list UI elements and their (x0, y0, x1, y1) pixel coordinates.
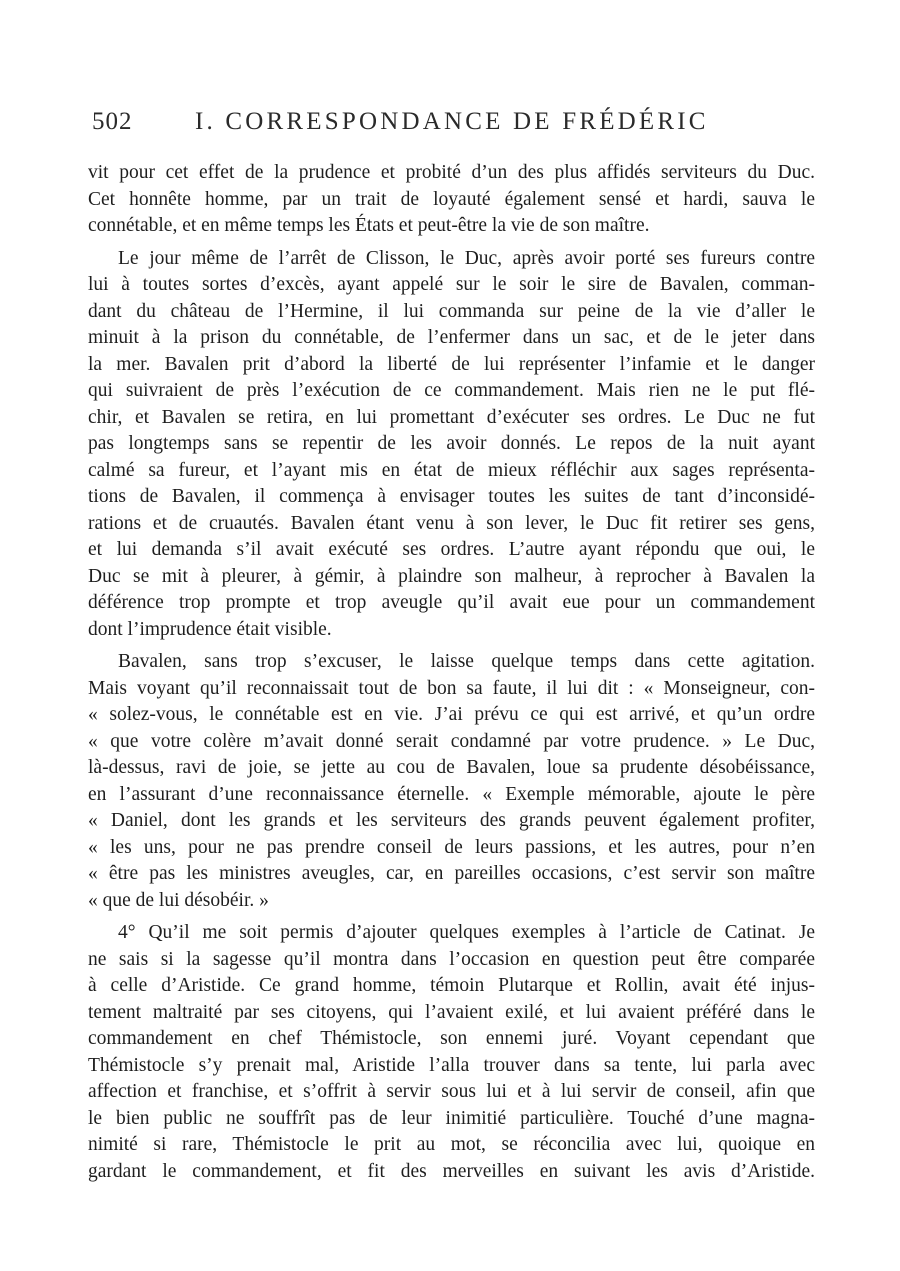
text-line: commandement en chef Thémistocle, son ennemi juré. Voyant cependant que (88, 1028, 815, 1049)
text-line: Thémistocle s’y prenait mal, Aristide l’alla trouver dans sa tente, lui parla avec (88, 1054, 815, 1076)
text-line: « Daniel, dont les grands et les serviteurs des grands peuvent également profiter, (88, 810, 815, 831)
text-line: tions de Bavalen, il commença à envisager toutes les suites de tant d’inconsidé- (88, 486, 815, 507)
text-line: Bavalen, sans trop s’excuser, le laisse quelque temps dans cette agitation. (118, 651, 815, 672)
text-line: Le jour même de l’arrêt de Clisson, le Duc, après avoir porté ses fureurs contre (118, 247, 815, 269)
text-line: minuit à la prison du connétable, de l’enfermer dans un sac, et de le jeter dans (88, 327, 815, 348)
text-line: connétable, et en même temps les États et peut-être la vie de son maître. (88, 215, 650, 236)
paragraph (88, 649, 815, 914)
text-line: la mer. Bavalen prit d’abord la liberté de lui représenter l’infamie et le danger (88, 353, 815, 375)
text-line: pas longtemps sans se repentir de les avoir donnés. Le repos de la nuit ayant (88, 433, 815, 454)
text-line: « être pas les ministres aveugles, car, en pareilles occasions, c’est servir son maître (88, 863, 815, 884)
text-line: lui à toutes sortes d’excès, ayant appelé sur le soir le sire de Bavalen, comman- (88, 274, 815, 295)
text-line: ne sais si la sagesse qu’il montra dans l’occasion en question peut être comparée (88, 948, 815, 970)
paragraph (88, 246, 815, 644)
text-line: « les uns, pour ne pas prendre conseil de leurs passions, et les autres, pour n’en (88, 836, 815, 858)
text-line: Duc se mit à pleurer, à gémir, à plaindre son malheur, à reprocher à Bavalen la (88, 565, 815, 587)
text-line: le bien public ne souffrît pas de leur inimitié particulière. Touché d’une magna- (88, 1107, 815, 1129)
text-line: et lui demanda s’il avait exécuté ses ordres. L’autre ayant répondu que oui, le (88, 539, 815, 560)
page-number: 502 (92, 108, 133, 135)
text-line: chir, et Bavalen se retira, en lui promettant d’exécuter ses ordres. Le Duc ne fut (88, 406, 815, 428)
text-line: à celle d’Aristide. Ce grand homme, témoin Plutarque et Rollin, avait été injus- (88, 975, 815, 996)
text-line: calmé sa fureur, et l’ayant mis en état de mieux réfléchir aux sages représenta- (88, 459, 815, 481)
text-line: « que de lui désobéir. » (88, 889, 269, 911)
text-line: qui suivraient de près l’exécution de ce commandement. Mais rien ne le put flé- (88, 380, 815, 401)
text-line: en l’assurant d’une reconnaissance éternelle. « Exemple mémorable, ajoute le père (88, 783, 815, 805)
paragraph (88, 920, 815, 1185)
paragraph (88, 160, 815, 240)
text-line: là-dessus, ravi de joie, se jette au cou de Bavalen, loue sa prudente désobéissance, (88, 757, 815, 778)
text-line: « que votre colère m’avait donné serait condamné par votre prudence. » Le Duc, (88, 730, 815, 752)
text-line: gardant le commandement, et fit des merveilles en suivant les avis d’Aristide. (88, 1160, 815, 1182)
text-line: Mais voyant qu’il reconnaissait tout de bon sa faute, il lui dit : « Monseigneur, con- (88, 677, 815, 699)
text-line: déférence trop prompte et trop aveugle qu’il avait eue pour un commandement (88, 592, 815, 613)
text-line: dont l’imprudence était visible. (88, 618, 332, 640)
text-line: Cet honnête homme, par un trait de loyauté également sensé et hardi, sauva le (88, 188, 815, 210)
text-line: nimité si rare, Thémistocle le prit au mot, se réconcilia avec lui, quoique en (88, 1134, 815, 1155)
text-line: rations et de cruautés. Bavalen étant venu à son lever, le Duc fit retirer ses gens, (88, 512, 815, 534)
running-title: I. CORRESPONDANCE DE FRÉDÉRIC (195, 108, 709, 135)
text-line: « solez-vous, le connétable est en vie. J’ai prévu ce qui est arrivé, et qu’un ordre (88, 704, 815, 725)
text-line: 4° Qu’il me soit permis d’ajouter quelques exemples à l’article de Catinat. Je (118, 922, 815, 943)
body-text (88, 160, 815, 1185)
page-header (92, 108, 822, 148)
text-line: tement maltraité par ses citoyens, qui l’avaient exilé, et lui avaient préféré dans le (88, 1001, 815, 1023)
text-line: vit pour cet effet de la prudence et probité d’un des plus affidés serviteurs du Duc. (88, 162, 815, 183)
text-line: affection et franchise, et s’offrit à servir sous lui et à lui servir de conseil, afin que (88, 1081, 815, 1102)
text-line: dant du château de l’Hermine, il lui commanda sur peine de la vie d’aller le (88, 300, 815, 322)
